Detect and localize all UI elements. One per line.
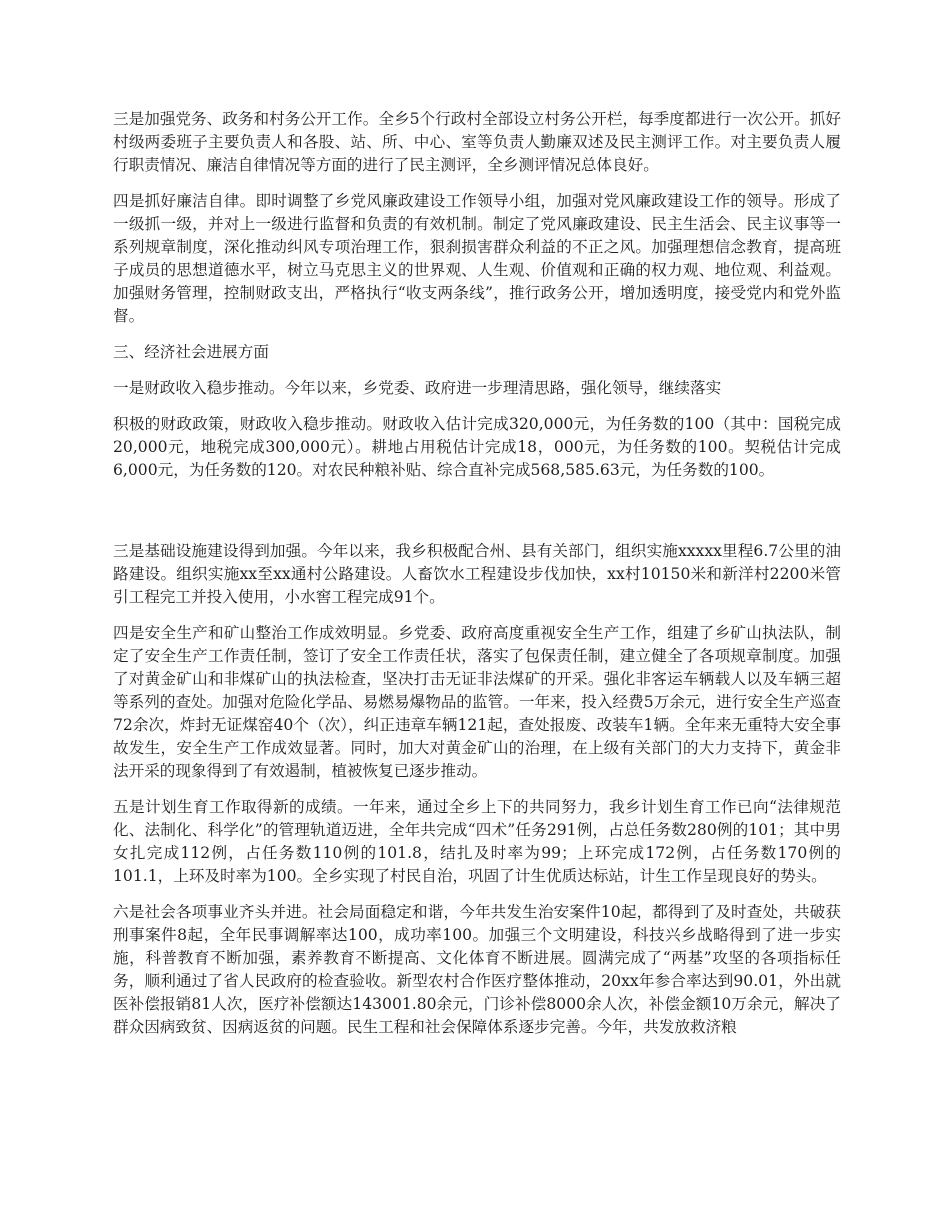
- paragraph-social-undertakings: 六是社会各项事业齐头并进。社会局面稳定和谐，今年共发生治安案件10起，都得到了及时查处，共破获刑事案件8起，全年民事调解率达100，成功率100。加强三个文明建设，科技兴乡战略得到了进一步实施，科普教育不断加强，素养教育不断提高、文化体育不断进展。圆满完成了“两基”攻坚的各项指标任务，顺利通过了省人民政府的检查验收。新型农村合作医疗整体推动，20xx年参合率达到90.01，外出就医补偿报销81人次，医疗补偿额达143001.80余元，门诊补偿8000余人次，补偿金额10万余元，解决了群众因病致贫、因病返贫的问题。民生工程和社会保障体系逐步完善。今年，共发放救济粮: [113, 903, 841, 1036]
- paragraph-family-planning: 五是计划生育工作取得新的成绩。一年来，通过全乡上下的共同努力，我乡计划生育工作已向“法律规范化、法制化、科学化”的管理轨道迈进，全年共完成“四术”任务291例，占总任务数280例的101；其中男女扎完成112例，占任务数110例的101.8，结扎及时率为99；上环完成172例，占任务数170例的101.1，上环及时率为100。全乡实现了村民自治，巩固了计生优质达标站，计生工作呈现良好的势头。: [113, 798, 841, 885]
- section-heading-economic-social-progress: 三、经济社会进展方面: [113, 343, 269, 361]
- paragraph-infrastructure: 三是基础设施建设得到加强。今年以来，我乡积极配合州、县有关部门，组织实施xxxxx里程6.7公里的油路建设。组织实施xx至xx通村公路建设。人畜饮水工程建设步伐加快，xx村10150米和新洋村2200米管引工程完工并投入使用，小水窖工程完成91个。: [113, 542, 841, 606]
- document-page: [113, 108, 841, 1052]
- paragraph-integrity-self-discipline: 四是抓好廉洁自律。即时调整了乡党风廉政建设工作领导小组，加强对党风廉政建设工作的领导。形成了一级抓一级，并对上一级进行监督和负责的有效机制。制定了党风廉政建设、民主生活会、民主议事等一系列规章制度，深化推动纠风专项治理工作，狠刹损害群众利益的不正之风。加强理想信念教育，提高班子成员的思想道德水平，树立马克思主义的世界观、人生观、价值观和正确的权力观、地位观、利益观。加强财务管理，控制财政支出，严格执行“收支两条线”，推行政务公开，增加透明度，接受党内和党外监督。: [113, 192, 841, 325]
- paragraph-village-affairs-disclosure: 三是加强党务、政务和村务公开工作。全乡5个行政村全部设立村务公开栏，每季度都进行一次公开。抓好村级两委班子主要负责人和各股、站、所、中心、室等负责人勤廉双述及民主测评工作。对主要负责人履行职责情况、廉洁自律情况等方面的进行了民主测评，全乡测评情况总体良好。: [113, 110, 841, 174]
- paragraph-safety-production: 四是安全生产和矿山整治工作成效明显。乡党委、政府高度重视安全生产工作，组建了乡矿山执法队，制定了安全生产工作责任制，签订了安全工作责任状，落实了包保责任制，建立健全了各项规章制度。加强了对黄金矿山和非煤矿山的执法检查，坚决打击无证非法煤矿的开采。强化非客运车辆载人以及车辆三超等系列的查处。加强对危险化学品、易燃易爆物品的监管。一年来，投入经费5万余元，进行安全生产巡查72余次，炸封无证煤窑40个（次），纠正违章车辆121起，查处报废、改装车1辆。全年来无重特大安全事故发生，安全生产工作成效显著。同时，加大对黄金矿山的治理，在上级有关部门的大力支持下，黄金非法开采的现象得到了有效遏制，植被恢复已逐步推动。: [113, 624, 842, 780]
- paragraph-fiscal-revenue-intro: 一是财政收入稳步推动。今年以来，乡党委、政府进一步理清思路，强化领导，继续落实: [113, 379, 722, 397]
- paragraph-fiscal-revenue-details: 积极的财政政策，财政收入稳步推动。财政收入估计完成320,000元，为任务数的100（其中：国税完成20,000元，地税完成300,000元）。耕地占用税估计完成18，000元，为任务数的100。契税估计完成6,000元，为任务数的120。对农民种粮补贴、综合直补完成568,585.63元，为任务数的100。: [113, 415, 841, 479]
